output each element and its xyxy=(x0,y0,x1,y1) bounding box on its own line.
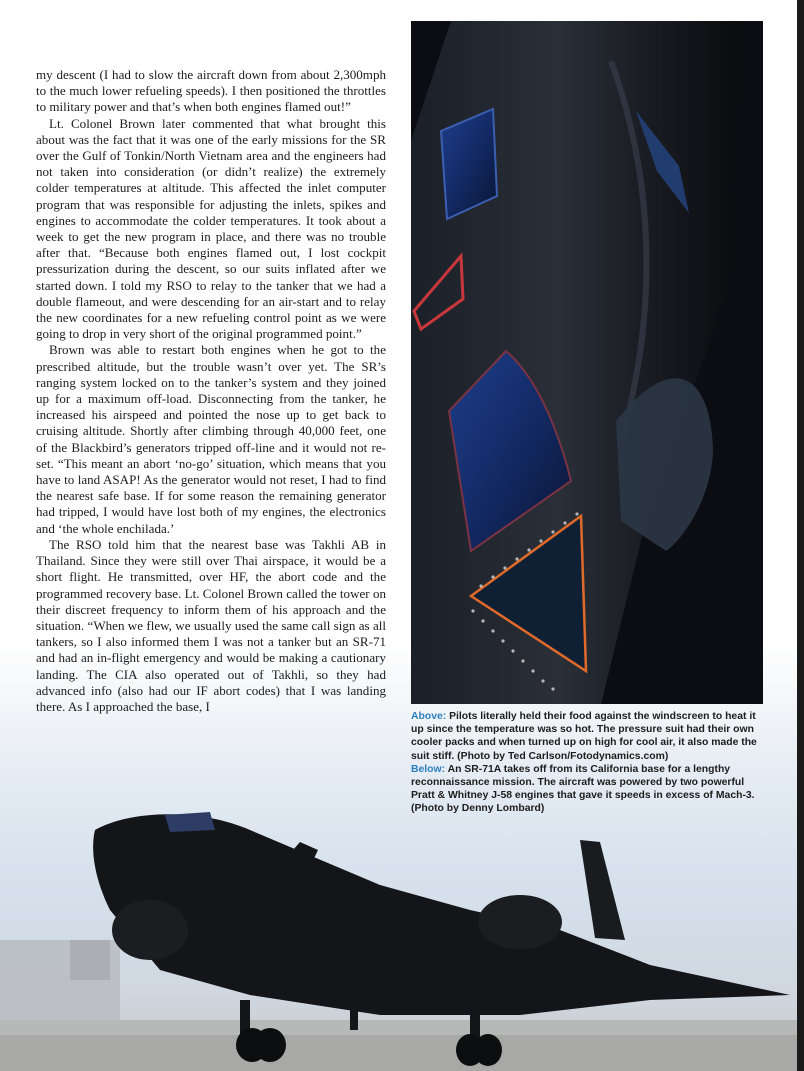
caption-below-text: An SR-71A takes off from its California base for a lengthy reconnaissance mission. The aircraft was powered by two powerful Pratt & Whitney J-58 engines that gave it speeds in excess of Mach-3. (Photo by Denny Lombard) xyxy=(411,763,755,815)
paragraph: Brown was able to restart both engines when he got to the prescribed altitude, but the trouble wasn’t over yet. The SR’s ranging system locked on to the tanker’s system and they joined up for a maximum off-load. Disconnecting from the tanker, he increased his airspeed and pointed the nose up to get back to cruising altitude. Shortly after climbing through 40,000 feet, one of the Blackbird’s generators tripped off-line and it would not re-set. “This meant an abort ‘no-go’ situation, which means that you have to land ASAP! As the generator would not reset, I had to find the nearest safe base. If for some reason the remaining generator had tripped, I would have lost both of my engines, the electronics and ‘the whole enchilada.’ xyxy=(36,342,386,536)
caption-above-label: Above: xyxy=(411,711,447,722)
caption-above-text: Pilots literally held their food against the windscreen to heat it up since the temperature was so hot. The pressure suit had their own cooler packs and when turned up on high for cool air, it also made the suit stiff. (Photo by Ted Carlson/Fotodynamics.com) xyxy=(411,711,757,762)
article-body xyxy=(36,67,386,715)
caption-below-label: Below: xyxy=(411,763,446,775)
page-edge xyxy=(797,0,804,1071)
cockpit-photo-illustration xyxy=(411,21,763,704)
paragraph: my descent (I had to slow the aircraft down from about 2,300mph to the much lower refueling speeds). I then positioned the throttles to military power and that’s when both engines flamed out!” xyxy=(36,67,386,115)
takeoff-photo xyxy=(0,790,797,1071)
paragraph: The RSO told him that the nearest base was Takhli AB in Thailand. Since they were still over Thai airspace, it would be a short flight. He transmitted, over HF, the abort code and the programmed recovery base. Lt. Colonel Brown called the tower on their discreet frequency to inform them of his approach and the situation. “When we flew, we usually used the same call sign as all tankers, so I also informed them I was not a tanker but an SR-71 and had an in-flight emergency and would be making a cautionary landing. The CIA also operated out of Takhli, so they had advanced info (also had our IF abort codes) that I was landing there. As I approached the base, I xyxy=(36,536,386,714)
caption-above xyxy=(411,710,766,763)
cockpit-photo xyxy=(411,21,763,704)
paragraph: Lt. Colonel Brown later commented that what brought this about was the fact that it was one of the early missions for the SR over the Gulf of Tonkin/North Vietnam area and the engineers had not taken into consideration (or didn’t realize) the extremely colder temperatures at altitude. This affected the inlet computer program that was responsible for adjusting the inlets, spikes and engines to accommodate the colder temperatures. It took about a week to get the new program in place, and there was no trouble after that. “Because both engines flamed out, I lost cockpit pressurization during the descent, so our suits inflated after we started down. I told my RSO to relay to the tanker that we had a double flameout, and were descending for an air-start and to relay the new coordinates for a new refueling control point as we were going to drop in very short of the original programmed point.” xyxy=(36,115,386,342)
takeoff-photo-illustration xyxy=(0,790,797,1071)
